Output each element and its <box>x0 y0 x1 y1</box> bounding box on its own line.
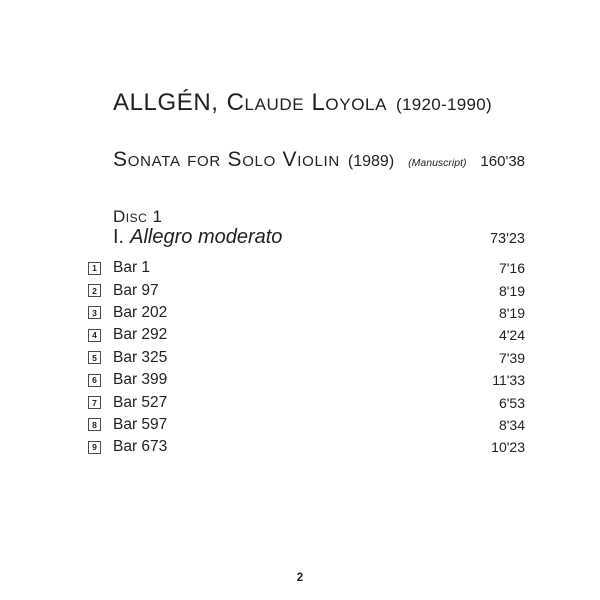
track-number-badge: 3 <box>88 306 101 319</box>
track-number-badge: 4 <box>88 329 101 342</box>
movement-heading <box>113 223 525 251</box>
track-row <box>88 391 525 413</box>
work-year: (1989) <box>347 153 395 170</box>
composer-surname: ALLGÉN, <box>113 89 219 116</box>
work-title: Sonata for Solo Violin <box>113 148 340 171</box>
track-number-badge: 1 <box>88 262 101 275</box>
track-duration: 7'39 <box>498 349 525 366</box>
track-duration: 10'23 <box>491 439 525 456</box>
track-title: Bar 1 <box>113 259 151 277</box>
track-title: Bar 597 <box>113 415 168 433</box>
track-title: Bar 202 <box>113 303 168 321</box>
track-number-badge: 2 <box>88 284 101 297</box>
track-number-badge: 8 <box>88 418 101 431</box>
track-row <box>88 369 525 391</box>
work-heading <box>113 148 525 172</box>
composer-heading <box>113 90 525 116</box>
track-row <box>88 279 525 301</box>
track-row <box>88 302 525 324</box>
composer-forenames: Claude Loyola <box>226 89 388 116</box>
track-number-badge: 7 <box>88 396 101 409</box>
track-duration: 8'34 <box>498 416 525 433</box>
track-row <box>88 324 525 346</box>
track-duration: 4'24 <box>498 327 525 344</box>
track-title: Bar 673 <box>113 438 168 456</box>
track-duration: 11'33 <box>492 372 525 389</box>
track-duration: 8'19 <box>498 282 525 299</box>
track-row <box>88 436 525 458</box>
track-row <box>88 347 525 369</box>
track-row <box>88 414 525 436</box>
track-title: Bar 399 <box>113 371 168 389</box>
track-title: Bar 325 <box>113 348 168 366</box>
movement-title: Allegro moderato <box>130 226 283 248</box>
work-total-duration: 160'38 <box>480 153 525 170</box>
track-duration: 6'53 <box>498 394 525 411</box>
track-number-badge: 5 <box>88 351 101 364</box>
movement-duration: 73'23 <box>489 231 525 247</box>
page-number: 2 <box>296 572 304 584</box>
composer-dates: (1920-1990) <box>396 95 492 114</box>
track-number-badge: 9 <box>88 441 101 454</box>
track-list <box>88 257 525 459</box>
disc-label: Disc 1 <box>113 207 163 226</box>
track-title: Bar 97 <box>113 281 159 299</box>
track-title: Bar 292 <box>113 326 168 344</box>
track-duration: 8'19 <box>498 304 525 321</box>
work-source-note: (Manuscript) <box>408 157 467 169</box>
track-number-badge: 6 <box>88 374 101 387</box>
track-duration: 7'16 <box>498 260 525 277</box>
track-row <box>88 257 525 279</box>
movement-numeral: I. <box>113 226 125 248</box>
track-title: Bar 527 <box>113 393 168 411</box>
